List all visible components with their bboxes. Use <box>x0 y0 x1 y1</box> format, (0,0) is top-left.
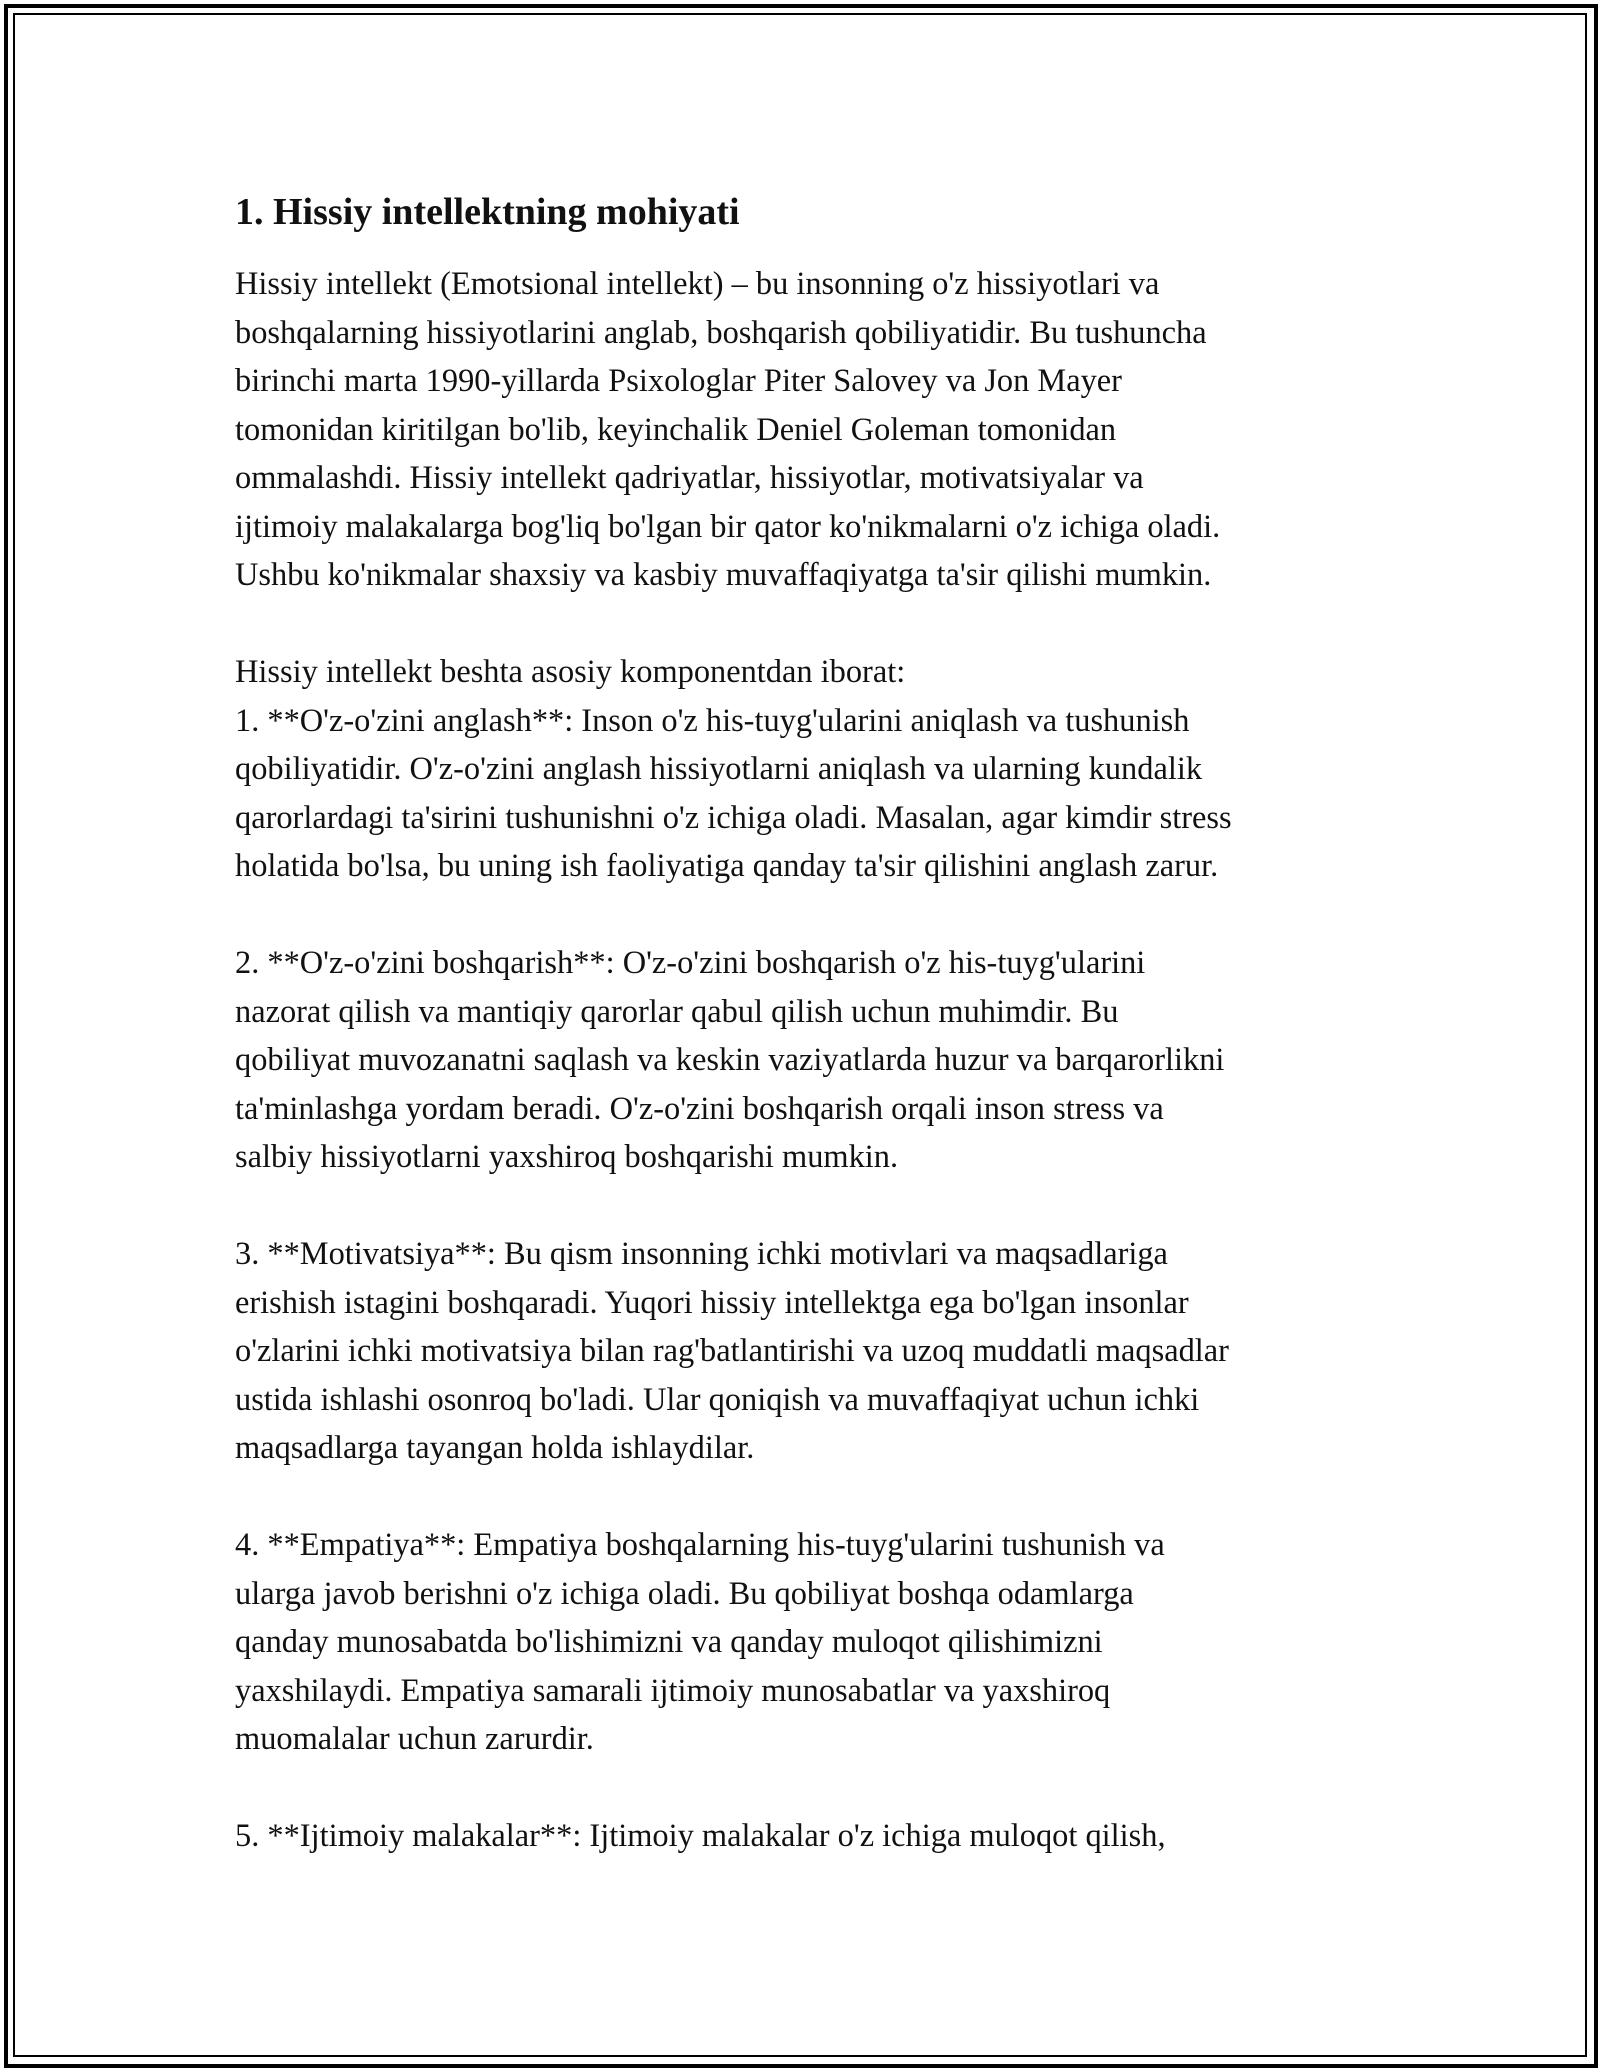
component-item-5: 5. **Ijtimoiy malakalar**: Ijtimoiy malakalar o'z ichiga muloqot qilish, <box>235 1818 1166 1854</box>
section-heading: 1. Hissiy intellektning mohiyati <box>235 191 740 233</box>
component-item-4: 4. **Empatiya**: Empatiya boshqalarning his-tuyg'ularini tushunish va ularga javob berishni o'z ichiga oladi. Bu qobiliyat boshqa odamlarga qanday munosabatda bo'lishimizni va qanday muloqot qilishimizni yaxshilaydi. Empatiya samarali ijtimoiy munosabatlar va yaxshiroq muomalalar uchun zarurdir. <box>235 1527 1165 1757</box>
paragraph-gap <box>235 1473 1385 1522</box>
paragraph-gap <box>235 600 1385 649</box>
component-item-2: 2. **O'z-o'zini boshqarish**: O'z-o'zini boshqarish o'z his-tuyg'ularini nazorat qilish va mantiqiy qarorlar qabul qilish uchun muhimdir. Bu qobiliyat muvozanatni saqlash va keskin vaziyatlarda huzur va barqarorlikni ta'minlashga yordam beradi. O'z-o'zini boshqarish orqali inson stress va salbiy hissiyotlarni yaxshiroq boshqarishi mumkin. <box>235 945 1225 1175</box>
intro-paragraph: Hissiy intellekt (Emotsional intellekt) – bu insonning o'z hissiyotlari va boshqalarning hissiyotlarini anglab, boshqarish qobiliyatidir. Bu tushuncha birinchi marta 1990-yillarda Psixologlar Piter Salovey va Jon Mayer tomonidan kiritilgan bo'lib, keyinchalik Deniel Goleman tomonidan ommalashdi. Hissiy intellekt qadriyatlar, hissiyotlar, motivatsiyalar va ijtimoiy malakalarga bog'liq bo'lgan bir qator ko'nikmalarni o'z ichiga oladi. Ushbu ko'nikmalar shaxsiy va kasbiy muvaffaqiyatga ta'sir qilishi mumkin. <box>235 266 1221 593</box>
paragraph-gap <box>235 1764 1385 1813</box>
list-intro: Hissiy intellekt beshta asosiy komponentdan iborat: <box>235 654 906 690</box>
paragraph-gap <box>235 1182 1385 1231</box>
component-item-3: 3. **Motivatsiya**: Bu qism insonning ichki motivlari va maqsadlariga erishish istagini boshqaradi. Yuqori hissiy intellektga ega bo'lgan insonlar o'zlarini ichki motivatsiya bilan rag'batlantirishi va uzoq muddatli maqsadlar ustida ishlashi osonroq bo'ladi. Ular qoniqish va muvaffaqiyat uchun ichki maqsadlarga tayangan holda ishlaydilar. <box>235 1236 1229 1466</box>
paragraph-gap <box>235 891 1385 940</box>
document-body <box>235 186 1385 1861</box>
component-item-1: 1. **O'z-o'zini anglash**: Inson o'z his-tuyg'ularini aniqlash va tushunish qobiliyatidir. O'z-o'zini anglash hissiyotlarni aniqlash va ularning kundalik qarorlardagi ta'sirini tushunishni o'z ichiga oladi. Masalan, agar kimdir stress holatida bo'lsa, bu uning ish faoliyatiga qanday ta'sir qilishini anglash zarur. <box>235 702 1232 884</box>
